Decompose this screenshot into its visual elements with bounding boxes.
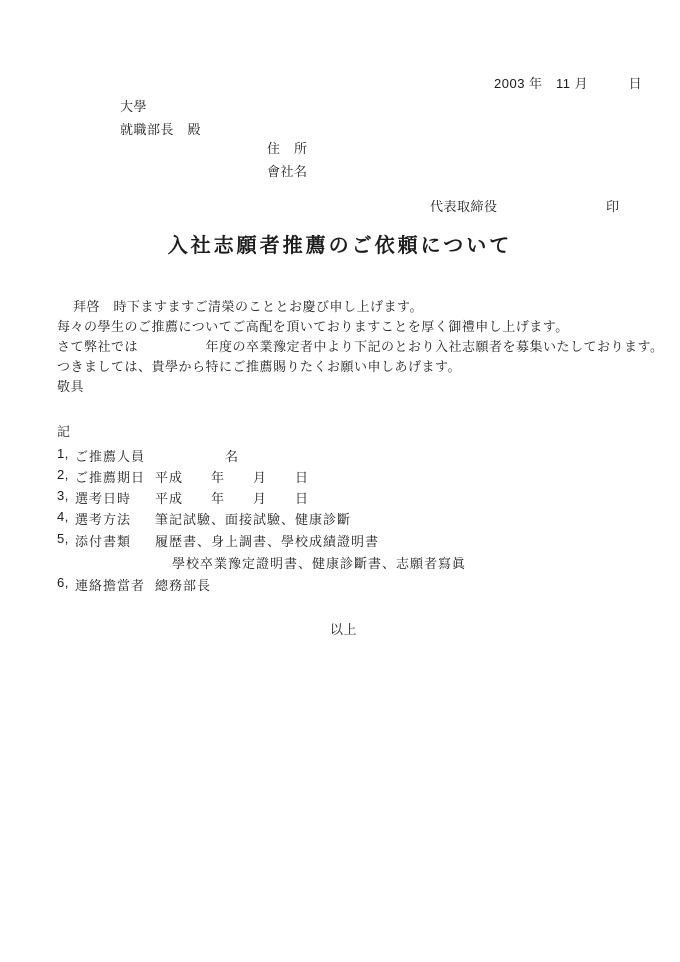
item-row-attached-documents-continued [0, 553, 680, 573]
sender-representative-title: 代表取締役 [430, 199, 498, 214]
item-value: 總務部長 [155, 578, 212, 593]
item-number: 2, [57, 467, 69, 482]
body-line-recruiting: さて弊社では 年度の卒業豫定者中より下記のとおり入社志願者を募集いたしております。 [57, 339, 664, 354]
recipient-officer: 就職部長 殿 [120, 122, 202, 137]
item-label: 選考日時 [75, 491, 132, 506]
item-value: 名 [155, 449, 240, 464]
sender-company-label: 會社名 [267, 164, 308, 179]
item-value: 平成 年 月 日 [155, 470, 310, 485]
item-row-screening-method [0, 509, 680, 529]
recipient-university: 大學 [120, 99, 148, 114]
item-row-contact-person [0, 575, 680, 595]
item-number: 3, [57, 488, 69, 503]
document-title: 入社志願者推薦のご依頼について [167, 235, 513, 257]
item-value: 筆記試驗、面接試驗、健康診斷 [155, 512, 352, 527]
item-number: 4, [57, 509, 69, 524]
record-marker: 記 [57, 424, 71, 439]
sender-address-label: 住 所 [267, 141, 308, 156]
item-label: 連絡擔當者 [75, 578, 146, 593]
item-row-screening-datetime [0, 488, 680, 508]
item-label: 添付書類 [75, 534, 132, 549]
body-line-thanks: 每々の學生のご推薦についてご高配を頂いておりますことを厚く御禮申し上げます。 [57, 319, 569, 334]
body-line-greeting: 拜啓 時下ますますご清榮のこととお慶び申し上げます。 [73, 299, 423, 314]
item-row-attached-documents [0, 531, 680, 551]
item-value: 履歴書、身上調書、學校成績證明書 [155, 534, 380, 549]
date-line: 2003 年 11 月 日 [494, 76, 643, 91]
item-number: 5, [57, 531, 69, 546]
item-value-continued: 學校卒業豫定證明書、健康診斷書、志願者寫眞 [172, 556, 467, 571]
item-number: 1, [57, 446, 69, 461]
seal-mark: 印 [606, 199, 620, 214]
item-row-recommendation-date [0, 467, 680, 487]
closing-ijou: 以上 [330, 622, 358, 637]
body-line-request: つきましては、貴學から特にご推薦賜りたくお願い申しあげます。 [57, 359, 461, 374]
item-number: 6, [57, 575, 69, 590]
body-line-keigu: 敬具 [57, 379, 85, 394]
item-value: 平成 年 月 日 [155, 491, 310, 506]
item-label: ご推薦人員 [75, 449, 146, 464]
item-row-recommended-count [0, 446, 680, 466]
item-label: 選考方法 [75, 512, 132, 527]
item-label: ご推薦期日 [75, 470, 146, 485]
